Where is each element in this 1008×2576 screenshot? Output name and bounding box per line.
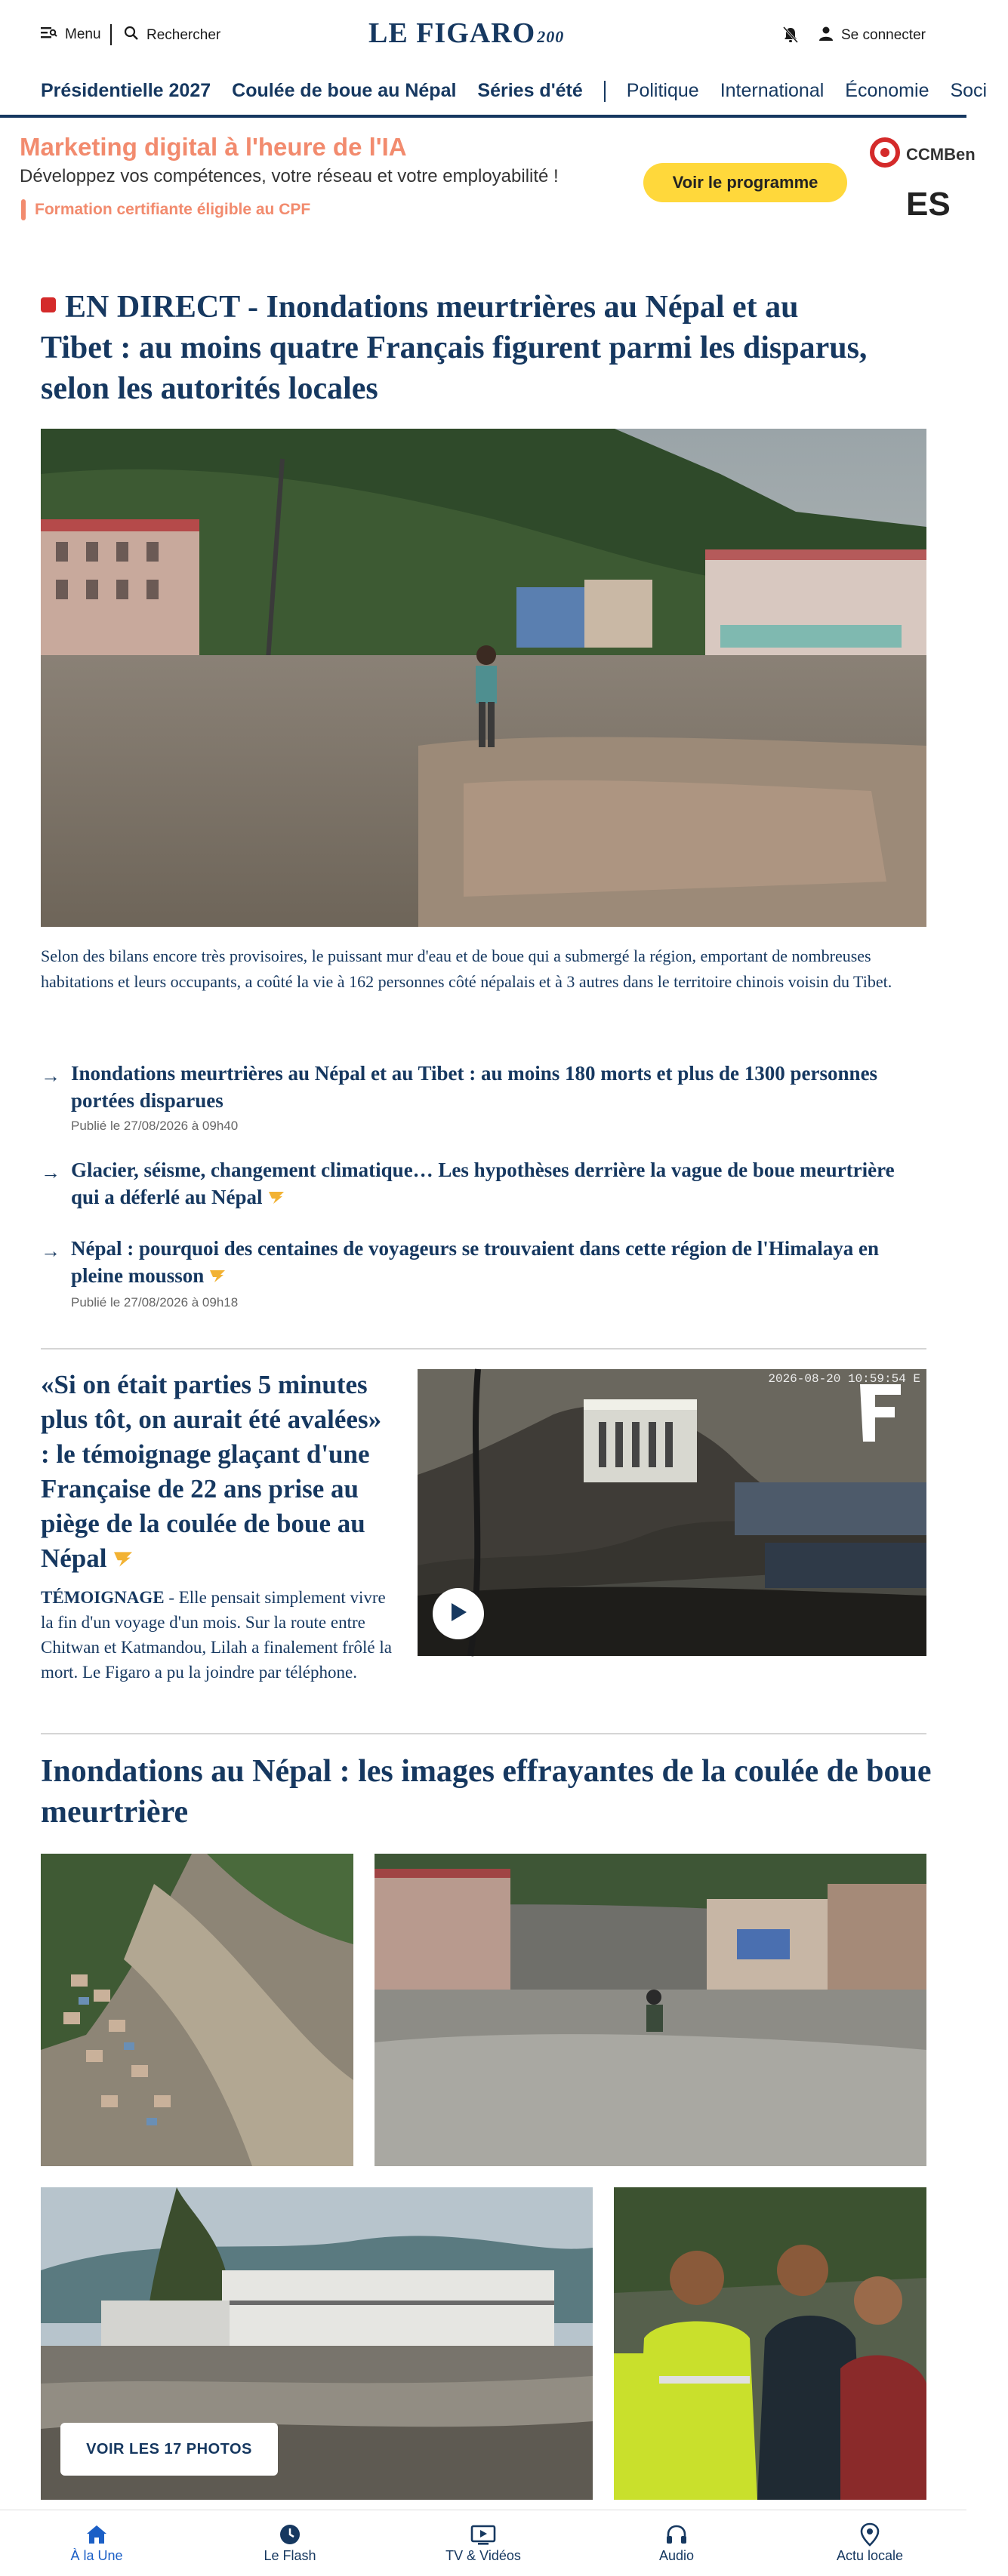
nav-item-politique[interactable]: Politique [626, 80, 699, 101]
headphones-icon [665, 2521, 688, 2548]
nav-item-societe[interactable]: Soci [950, 80, 988, 101]
video-timestamp: 2026-08-20 10:59:54 E [768, 1372, 920, 1386]
testimony-kicker: TÉMOIGNAGE [41, 1588, 165, 1607]
premium-icon [267, 1185, 285, 1212]
arrow-right-icon: → [41, 1239, 60, 1262]
location-icon [860, 2521, 880, 2548]
gallery-photo[interactable] [614, 2187, 926, 2500]
nav-items [41, 80, 1008, 102]
section-divider [41, 1348, 926, 1350]
bottom-navigation [0, 2510, 966, 2576]
video-icon [470, 2521, 496, 2548]
flash-icon [279, 2521, 301, 2548]
menu-icon [41, 26, 57, 44]
site-logo[interactable] [368, 17, 564, 50]
testimony-body: - Elle pensait simplement vivre la fin d'un voyage d'un mois. Sur la route entre Chitwan et Katmandou, Lilah a finalement frôlé la mort. Le Figaro a pu la joindre par téléphone. [41, 1588, 392, 1682]
ad-subtitle: Développez vos compétences, votre réseau et votre employabilité ! [20, 166, 559, 186]
play-icon [449, 1602, 468, 1627]
live-indicator-icon [41, 297, 56, 312]
hero-image[interactable] [41, 429, 926, 927]
search-icon [124, 26, 139, 45]
notifications-button[interactable] [782, 26, 799, 48]
ad-school-logo: ES [906, 186, 951, 223]
ad-banner[interactable] [0, 121, 976, 234]
testimony-summary [41, 1585, 396, 1685]
play-button[interactable] [433, 1588, 484, 1639]
nav-item-international[interactable]: International [720, 80, 825, 101]
tab-a-la-une[interactable] [0, 2510, 193, 2576]
related-article-title[interactable] [71, 1235, 924, 1291]
section-divider [41, 1733, 926, 1734]
ad-cpf-label: Formation certifiante éligible au CPF [35, 201, 311, 218]
nav-divider [604, 81, 606, 102]
nav-item-presidentielle[interactable]: Présidentielle 2027 [41, 80, 211, 101]
tab-label: Audio [658, 2548, 695, 2563]
tab-tv-videos[interactable] [387, 2510, 580, 2576]
top-bar [0, 0, 966, 69]
ad-cta-button[interactable]: Voir le programme [643, 163, 847, 202]
tab-label: À la Une [70, 2548, 123, 2563]
nav-item-economie[interactable]: Économie [845, 80, 929, 101]
testimony-headline-text: «Si on était parties 5 minutes plus tôt, on aurait été avalées» : le témoignage glaçant d'une Française de 22 ans prise au piège de la coulée de boue au Népal [41, 1370, 382, 1573]
related-article-date: Publié le 27/08/2026 à 09h40 [71, 1119, 239, 1133]
tab-le-flash[interactable] [193, 2510, 387, 2576]
main-headline-text: EN DIRECT - Inondations meurtrières au Népal et au Tibet : au moins quatre Français figurent parmi les disparus, selon les autorités locales [41, 290, 868, 406]
gallery-headline[interactable]: Inondations au Népal : les images effrayantes de la coulée de boue meurtrière [41, 1754, 932, 1830]
related-article[interactable] [41, 1235, 924, 1310]
related-article-date: Publié le 27/08/2026 à 09h18 [71, 1295, 239, 1310]
related-article[interactable] [41, 1060, 924, 1134]
ad-accent-bar [21, 199, 26, 220]
search-button[interactable] [124, 26, 220, 45]
testimony-headline[interactable] [41, 1368, 396, 1577]
main-headline[interactable] [41, 287, 871, 409]
tab-label: Actu locale [836, 2548, 904, 2563]
header-divider [110, 24, 112, 45]
related-article-title[interactable] [71, 1156, 924, 1212]
related-article-title[interactable]: Inondations meurtrières au Népal et au Tibet : au moins 180 morts et plus de 1300 personnes portées disparues [71, 1062, 878, 1112]
tab-label: TV & Vidéos [445, 2548, 521, 2563]
premium-icon [112, 1543, 134, 1577]
home-icon [85, 2521, 108, 2548]
ad-title: Marketing digital à l'heure de l'IA [20, 133, 407, 161]
login-label: Se connecter [841, 27, 926, 43]
arrow-right-icon: → [41, 1064, 60, 1087]
ad-sponsor-logo [870, 137, 976, 172]
arrow-right-icon: → [41, 1161, 60, 1183]
nav-item-coulee-de-boue[interactable]: Coulée de boue au Népal [232, 80, 457, 101]
logo-text: LE FIGARO [368, 17, 536, 49]
tab-audio[interactable] [580, 2510, 773, 2576]
ccm-logo-icon [870, 137, 900, 172]
menu-button[interactable] [41, 26, 101, 44]
related-articles [41, 1060, 924, 1333]
gallery-photo[interactable] [41, 1854, 353, 2166]
related-article-title-text: Népal : pourquoi des centaines de voyageurs se trouvaient dans cette région de l'Himalaya en pleine mousson [71, 1237, 879, 1287]
nav-item-series-ete[interactable]: Séries d'été [477, 80, 583, 101]
premium-icon [208, 1263, 227, 1291]
search-label: Rechercher [146, 27, 221, 43]
main-navigation [0, 69, 988, 118]
login-button[interactable] [818, 26, 926, 45]
menu-label: Menu [65, 26, 101, 42]
bell-off-icon [782, 34, 799, 47]
ad-sponsor-name: CCMBen [906, 145, 976, 164]
user-icon [818, 26, 834, 45]
logo-anniversary: 200 [537, 27, 565, 46]
tab-label: Le Flash [264, 2548, 316, 2563]
related-article-title-text: Glacier, séisme, changement climatique… Les hypothèses derrière la vague de boue meurtrière qui a déferlé au Népal [71, 1159, 895, 1208]
view-all-photos-button[interactable]: VOIR LES 17 PHOTOS [60, 2423, 278, 2476]
related-article[interactable] [41, 1156, 924, 1212]
lead-paragraph: Selon des bilans encore très provisoires, le puissant mur d'eau et de boue qui a submergé la région, emportant de nombreuses habitations et leurs occupants, a coûté la vie à 162 personnes côté népalais et à 3 autres dans le territoire chinois voisin du Tibet. [41, 946, 892, 991]
tab-actu-locale[interactable] [773, 2510, 966, 2576]
gallery-photo[interactable] [375, 1854, 926, 2166]
testimony-video[interactable] [418, 1369, 926, 1656]
